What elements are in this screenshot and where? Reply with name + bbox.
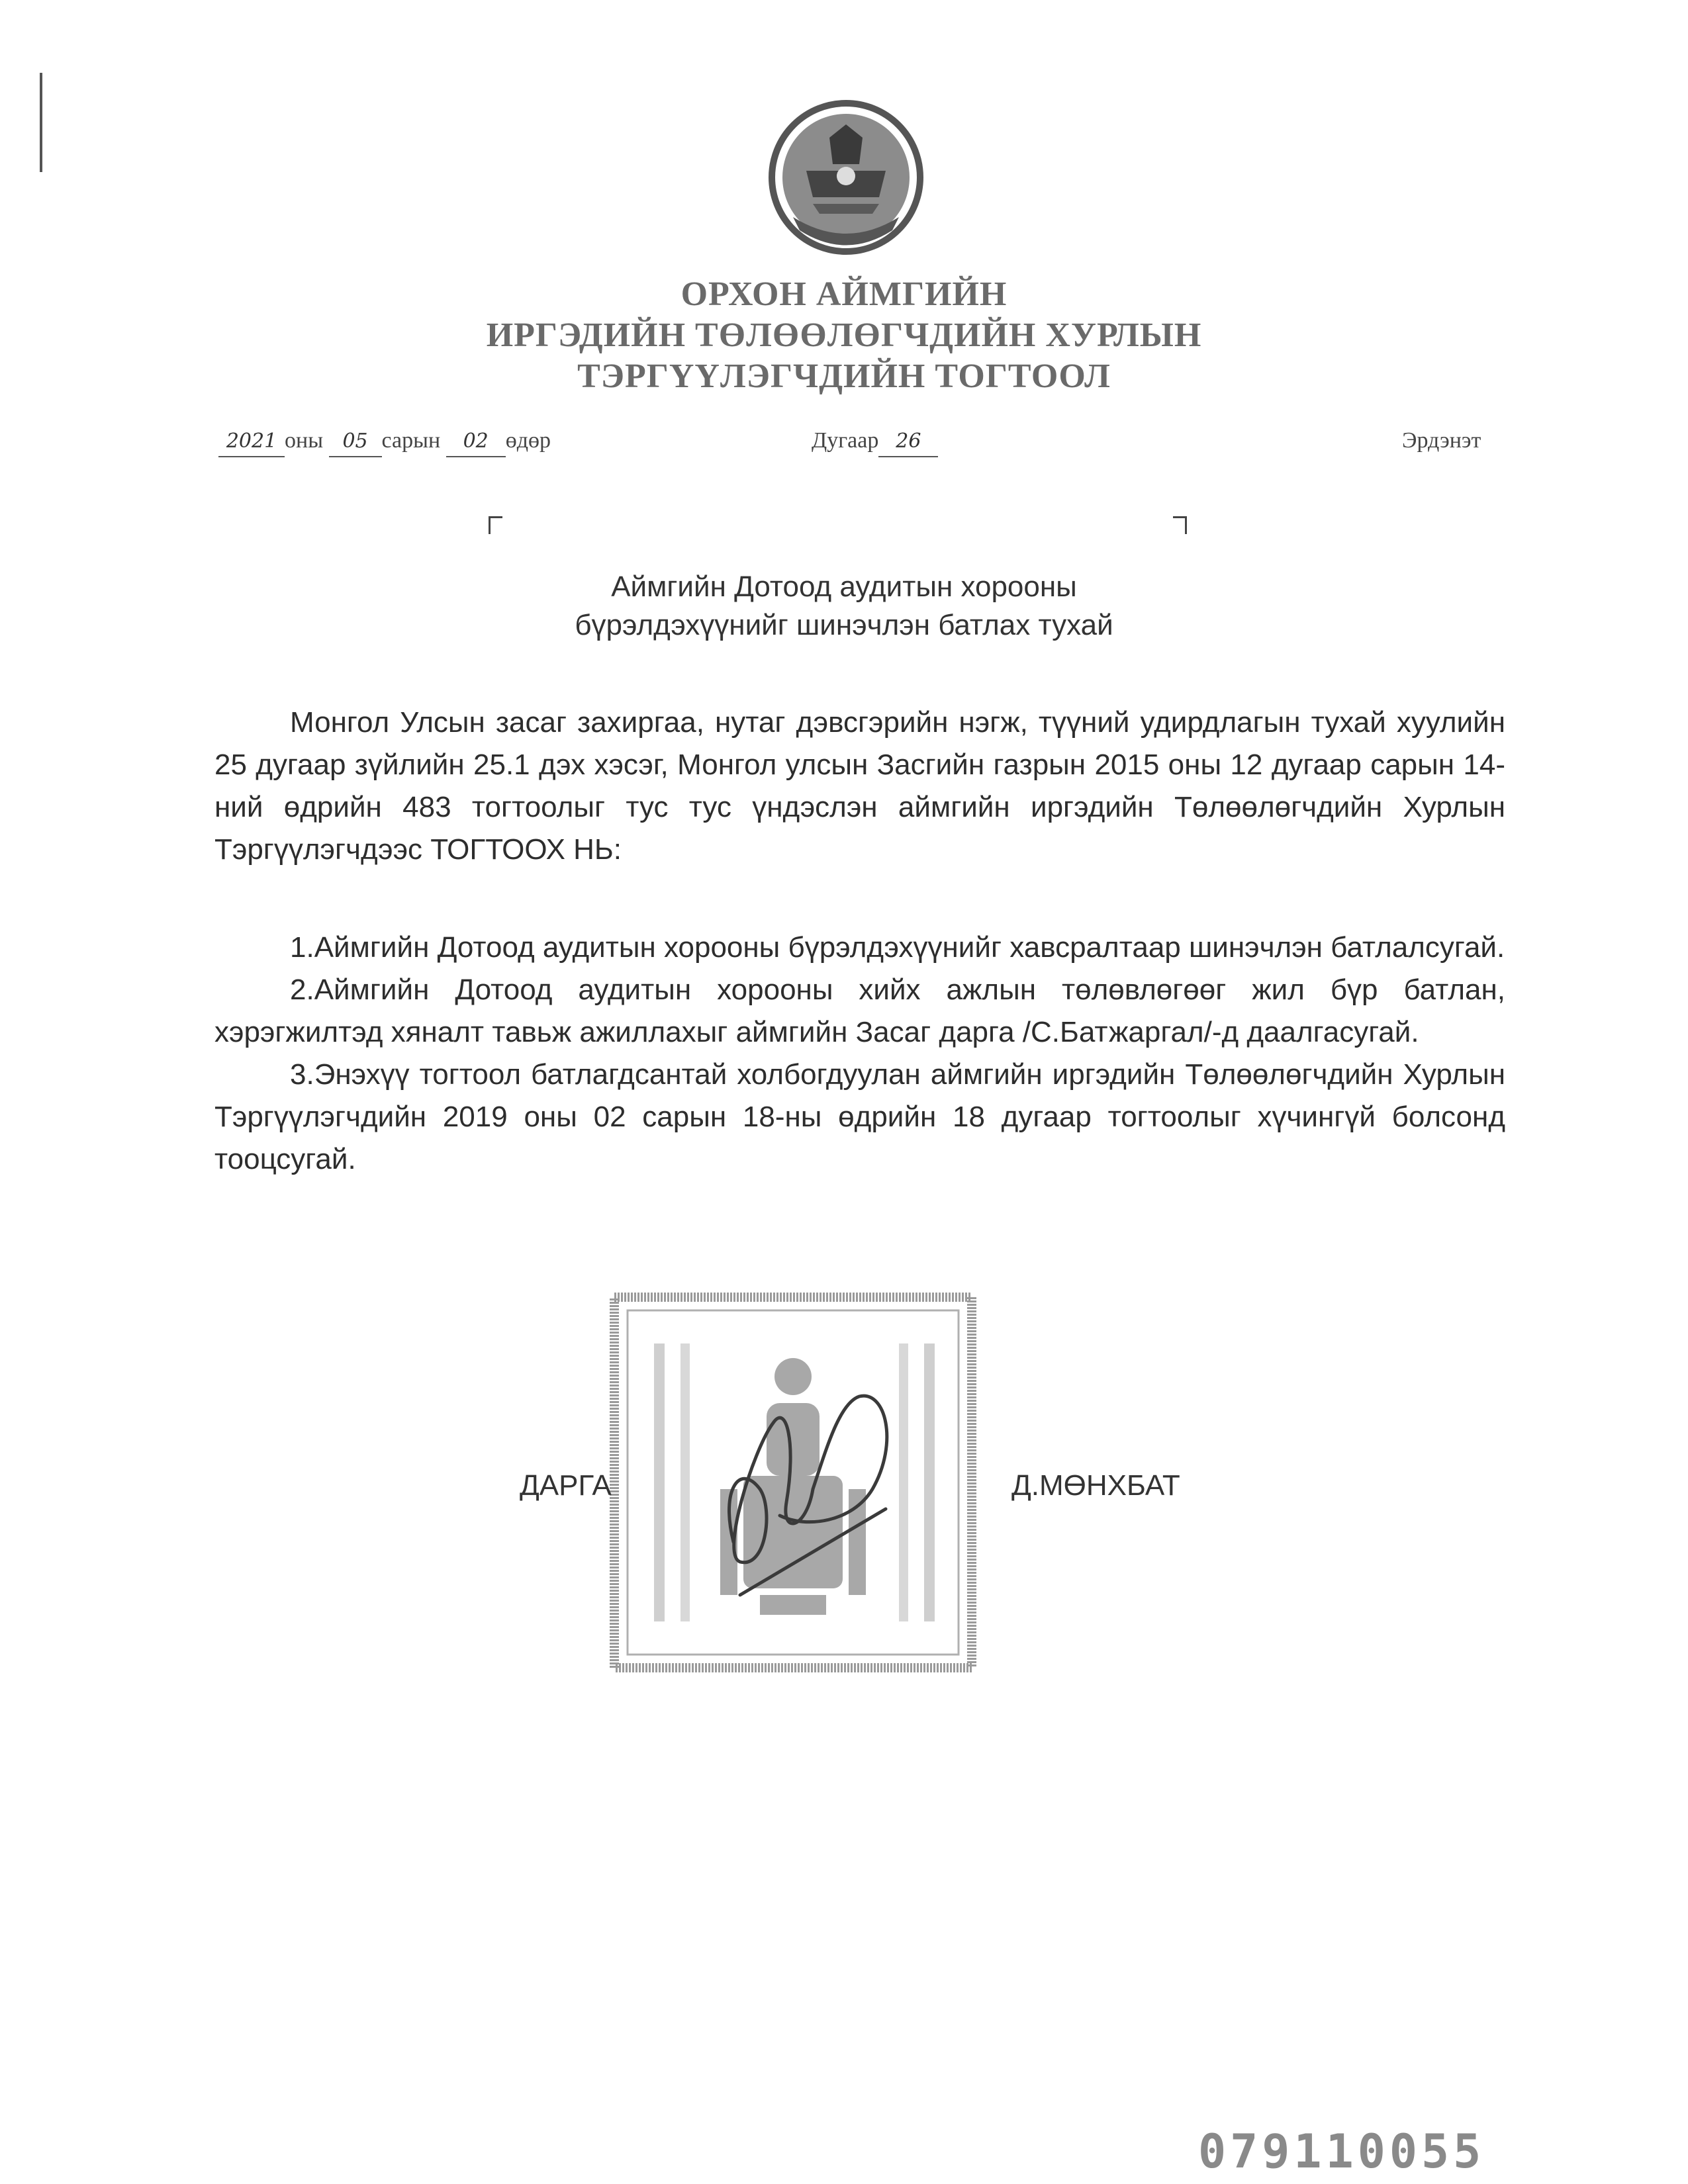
preamble-text: Монгол Улсын засаг захиргаа, нутаг дэвсгэрийн нэгж, түүний удирдлагын тухай хуулийн 25 дугаар зүйлийн 25.1 дэх хэсэг, Монгол улсын Засгийн газрын 2015 оны 12 дугаар сарын 14-ний өдрийн 483 тогтоолыг тус тус үндэслэн аймгийн иргэдийн Төлөөлөгчдийн Хурлын Тэргүүлэгчдээс ТОГТООХ НЬ: — [214, 706, 1505, 866]
official-seal — [608, 1291, 978, 1674]
bracket-right — [1173, 516, 1187, 534]
year-label: оны — [285, 428, 324, 453]
subject-line-1: Аймгийн Дотоод аудитын хорооны — [611, 570, 1077, 603]
number-line — [812, 426, 938, 457]
margin-mark — [40, 73, 42, 172]
state-emblem-icon — [767, 98, 925, 257]
serial-number: 079110055 — [1198, 2124, 1485, 2179]
month-label: сарын — [381, 428, 441, 453]
number-label: Дугаар — [812, 428, 879, 453]
day-label: өдөр — [505, 428, 551, 453]
item-1: 1.Аймгийн Дотоод аудитын хорооны бүрэлдэхүүнийг хавсралтаар шинэчлэн батлалсугай. — [290, 931, 1505, 964]
signatory-role: ДАРГА — [520, 1469, 612, 1502]
resolution-items — [214, 927, 1505, 1181]
month-field: 05 — [329, 427, 382, 457]
day-field: 02 — [446, 427, 506, 457]
header-line-1: ОРХОН АЙМГИЙН — [680, 275, 1008, 313]
header-line-2: ИРГЭДИЙН ТӨЛӨӨЛӨГЧДИЙН ХУРЛЫН — [486, 316, 1202, 354]
preamble — [214, 702, 1505, 871]
header-line-3: ТЭРГҮҮЛЭГЧДИЙН ТОГТООЛ — [577, 357, 1111, 395]
signatory-name: Д.МӨНХБАТ — [1011, 1469, 1180, 1502]
subject-line-2: бүрэлдэхүүнийг шинэчлэн батлах тухай — [575, 609, 1113, 641]
city: Эрдэнэт — [1402, 428, 1481, 453]
date-line — [218, 426, 551, 457]
number-field: 26 — [878, 427, 938, 457]
item-2: 2.Аймгийн Дотоод аудитын хорооны хийх ажлын төлөвлөгөөг жил бүр батлан, хэрэгжилтэд хяналт тавьж ажиллахыг аймгийн Засаг дарга /С.Батжаргал/-д даалгасугай. — [214, 974, 1505, 1048]
year-field: 2021 — [218, 427, 285, 457]
item-3: 3.Энэхүү тогтоол батлагдсантай холбогдуулан аймгийн иргэдийн Төлөөлөгчдийн Хурлын Тэргүүлэгчдийн 2019 оны 02 сарын 18-ны өдрийн 18 дугаар тогтоолыг хүчингүй болсонд тооцсугай. — [214, 1058, 1505, 1175]
bracket-left — [489, 516, 502, 534]
